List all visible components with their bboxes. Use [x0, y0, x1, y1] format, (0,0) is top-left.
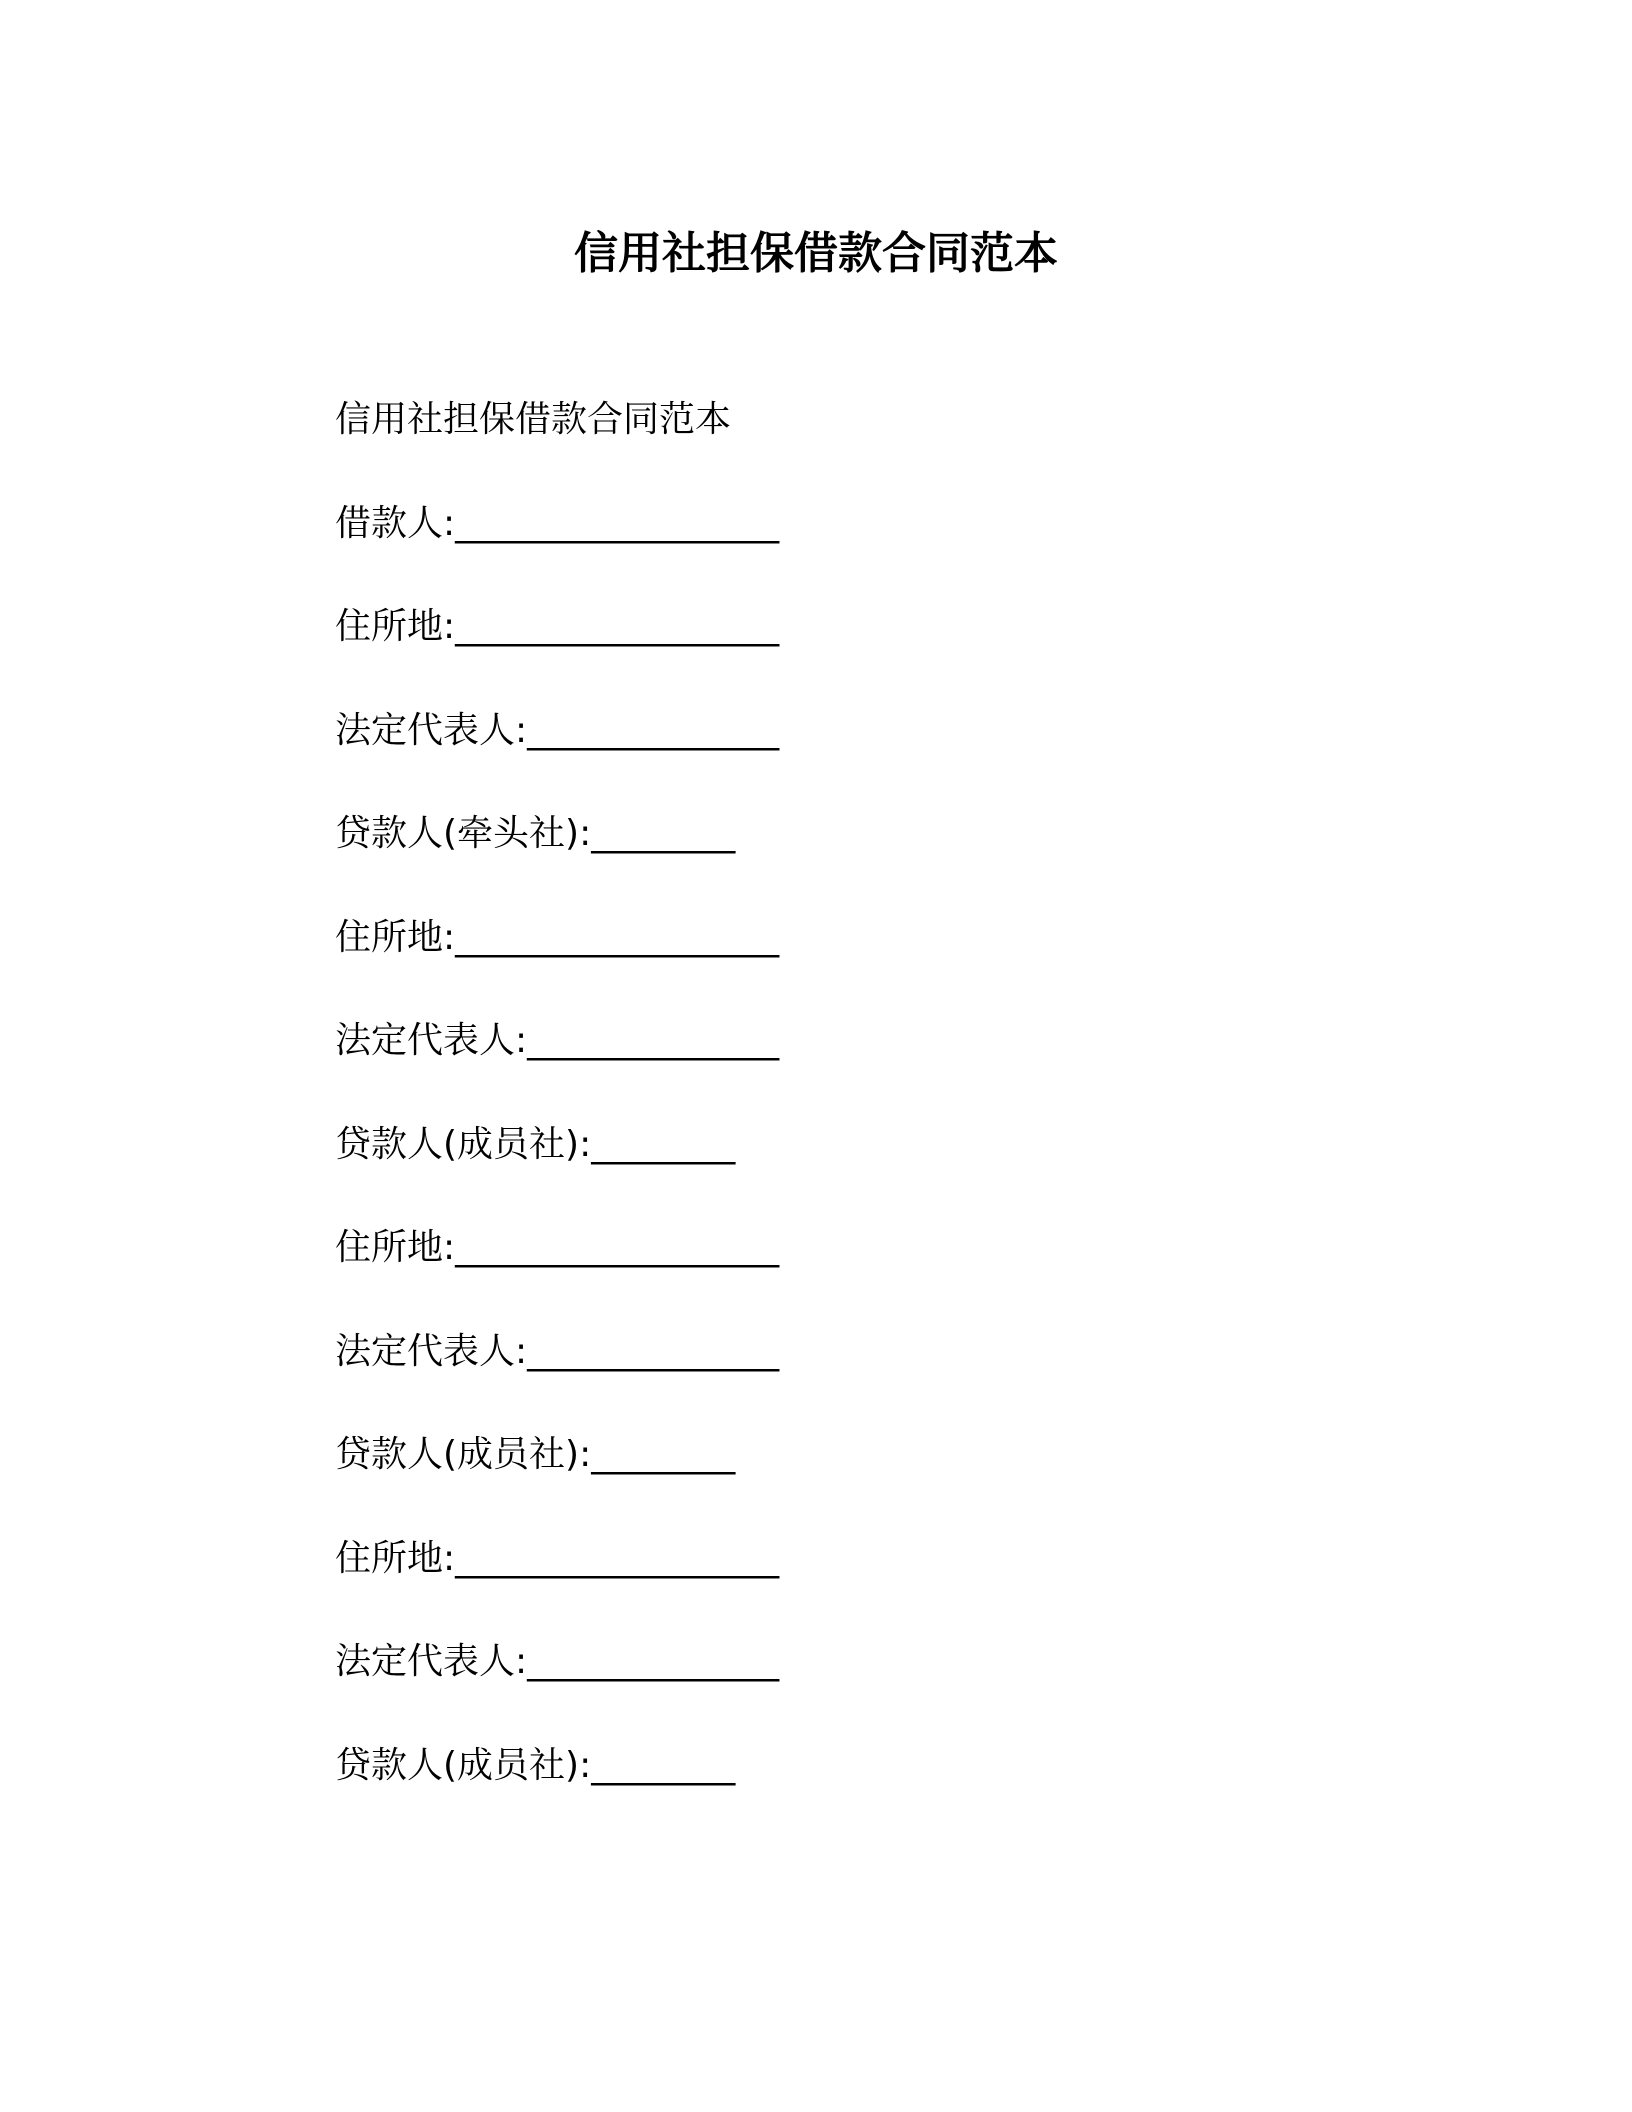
lead-lender-legal-representative-field: 法定代表人:______________ — [335, 1020, 780, 1061]
document-body — [335, 392, 1435, 1841]
lead-lender-field: 贷款人(牵头社):________ — [335, 813, 736, 854]
member-lender-2-legal-representative-field: 法定代表人:______________ — [335, 1641, 780, 1682]
borrower-legal-representative-field: 法定代表人:______________ — [335, 709, 780, 751]
member-lender-2-field: 贷款人(成员社):________ — [335, 1434, 736, 1475]
member-lender-3-field: 贷款人(成员社):________ — [335, 1744, 736, 1786]
body-heading: 信用社担保借款合同范本 — [335, 399, 732, 440]
member-lender-2-address-field: 住所地:__________________ — [335, 1537, 780, 1579]
document-title: 信用社担保借款合同范本 — [574, 228, 1058, 279]
member-lender-1-legal-representative-field: 法定代表人:______________ — [335, 1330, 780, 1372]
borrower-field: 借款人:__________________ — [335, 502, 780, 544]
member-lender-1-field: 贷款人(成员社):________ — [335, 1123, 736, 1165]
borrower-address-field: 住所地:__________________ — [335, 606, 780, 647]
lead-lender-address-field: 住所地:__________________ — [335, 916, 780, 958]
member-lender-1-address-field: 住所地:__________________ — [335, 1227, 780, 1268]
